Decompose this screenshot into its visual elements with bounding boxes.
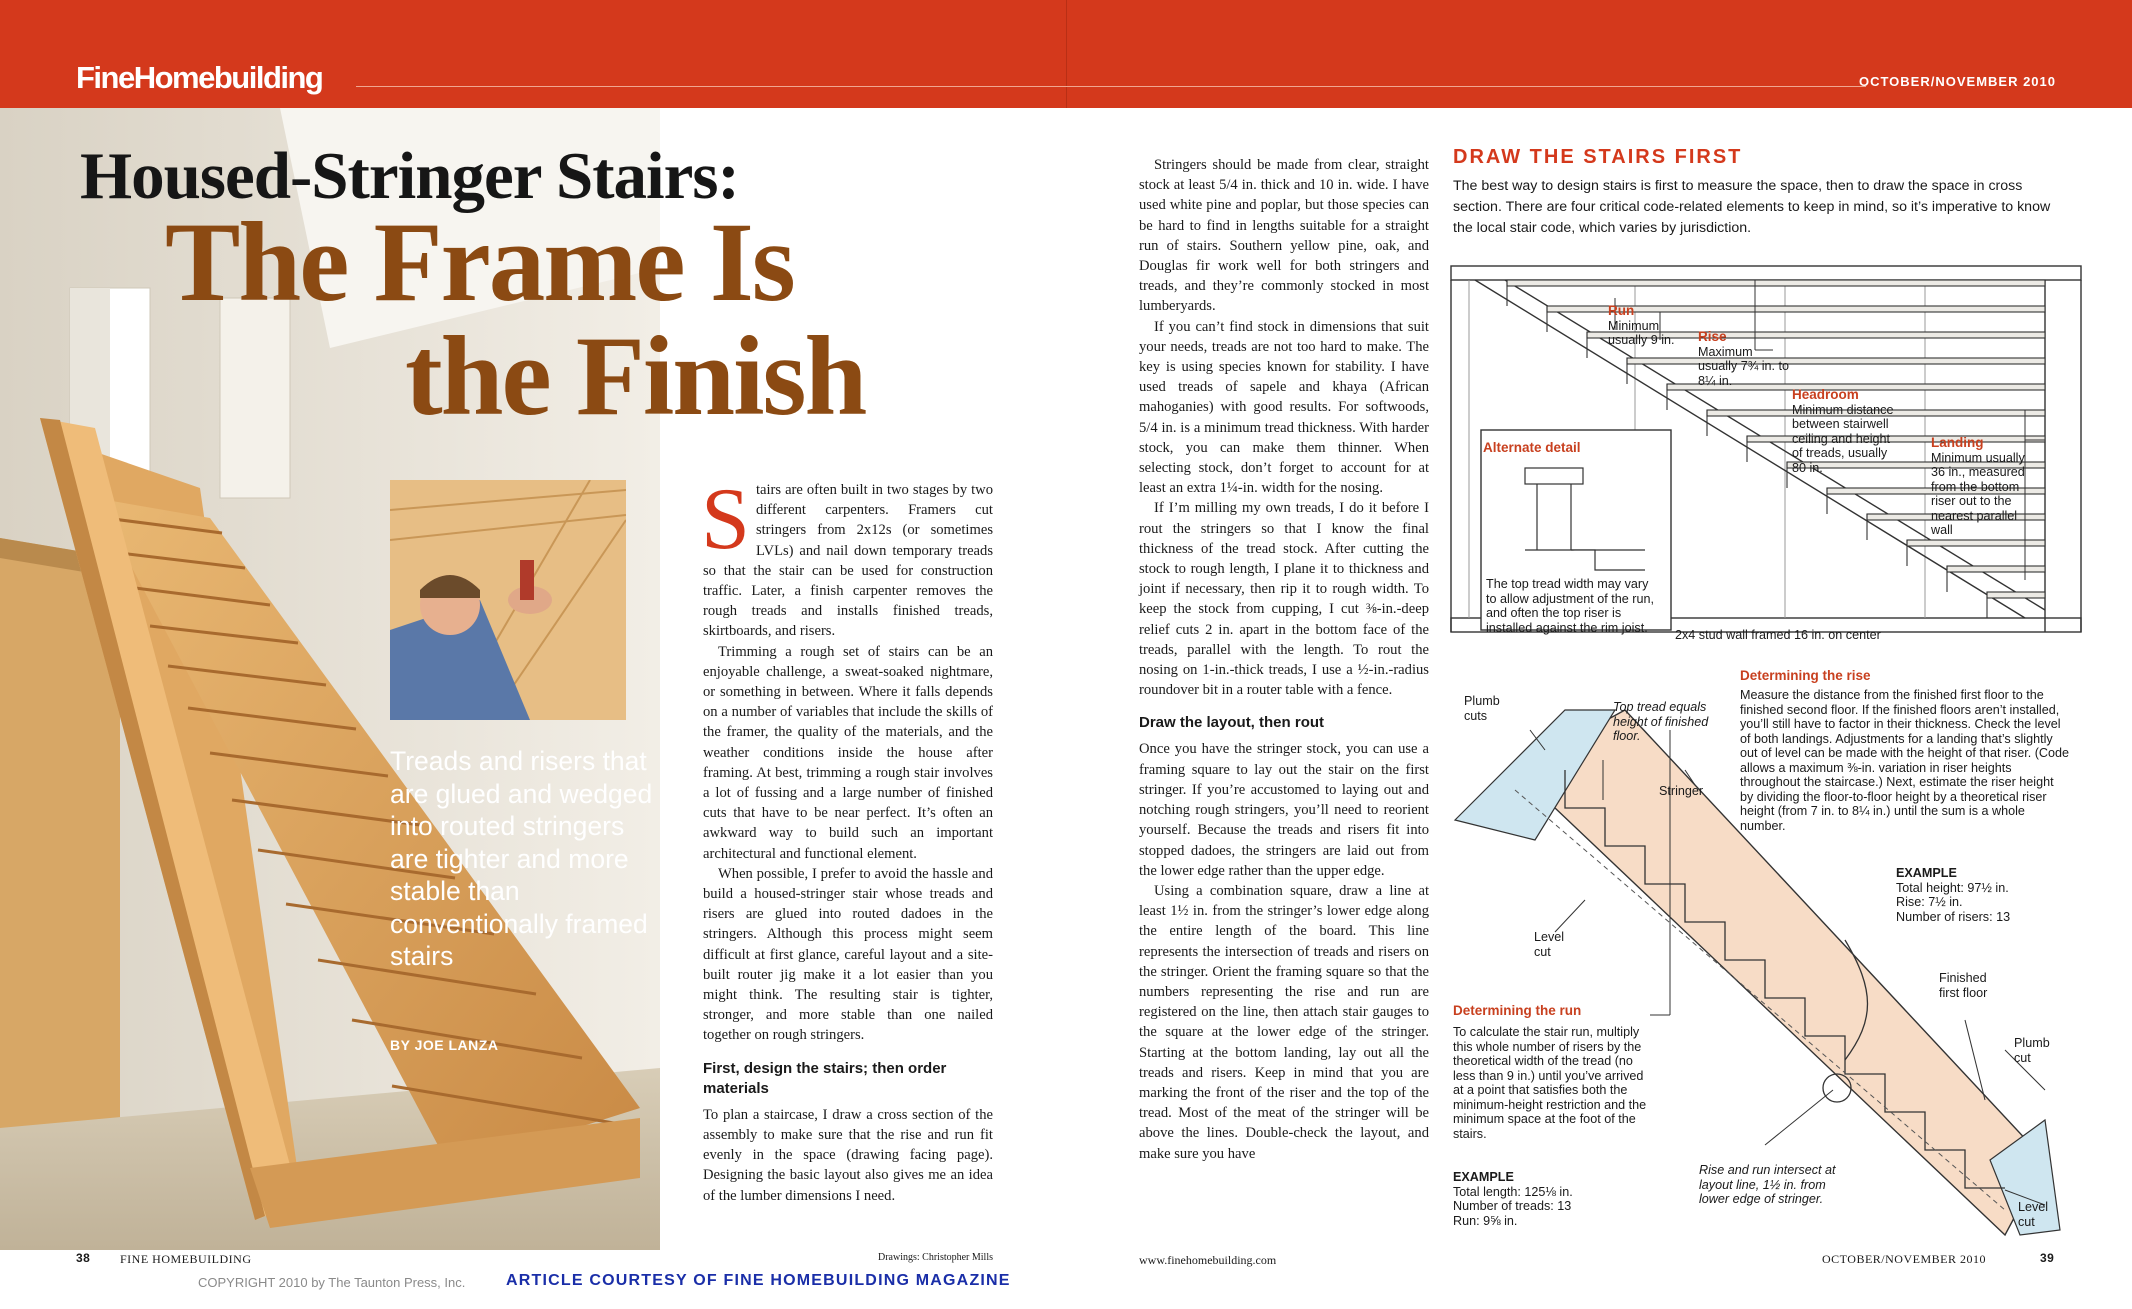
intersect-label: Rise and run intersect at layout line, 1½ in. from lower edge of stringer. — [1699, 1163, 1836, 1206]
diagram-title: DRAW THE STAIRS FIRST — [1453, 146, 1743, 168]
stud-wall-label: 2x4 stud wall framed 16 in. on center — [1675, 628, 1881, 642]
landing-label: Landing Minimum usually 36 in., measured from the bottom riser out to the nearest parallel wall — [1931, 435, 2025, 537]
paragraph: Stringers should be made from clear, straight stock at least 5/4 in. thick and 10 in. wide. I have used white pine and poplar, but those species can be hard to find in lengths suitable for a straight run of stairs. Southern yellow pine, oak, and Douglas fir work well for both stringers and treads, and they’re commonly stocked in most lumberyards. — [1139, 157, 1429, 315]
paragraph: Trimming a rough set of stairs can be an enjoyable challenge, a sweat-soaked nightmare, or something in between. Where it falls depends on a number of variables that include the skills of the framer, the quality of the materials, and the weather conditions inside the house after framing. At best, trimming a rough stair involves a lot of fussing and a large number of finished cuts that have to be near perfect. It’s often an awkward way to build such an important architectural and functional element. — [703, 643, 993, 862]
stair-tread — [1507, 280, 2045, 286]
page-number-right: 39 — [2040, 1251, 2055, 1265]
paragraph-text: tairs are often built in two stages by two different carpenters. Framers cut stringers from 2x12s (or sometimes LVLs) and nail down temporary treads so that the stair can be used for construction traffic. Later, a finish carpenter removes the rough treads and installs finished treads, skirtboards, and risers. — [703, 482, 993, 640]
subhead: First, design the stairs; then order materials — [703, 1059, 947, 1097]
level-cut-label: Level cut — [1534, 930, 1565, 959]
courtesy-notice: ARTICLE COURTESY OF FINE HOMEBUILDING MAGAZINE — [506, 1272, 1011, 1289]
run-example: EXAMPLE Total length: 125⅛ in. Number of treads: 13 Run: 9⅝ in. — [1453, 1170, 1573, 1228]
finished-floor-label: Finished first floor — [1939, 971, 1988, 1000]
paragraph: When possible, I prefer to avoid the hassle and build a housed-stringer stair whose treads and risers are glued into routed dadoes in the stringers. Although this process might seem difficult at first glance, careful layout and a site-built router jig make it a lot easier than you might think. The resulting stair is tighter, stronger, and more stable than one nailed together on rough stringers. — [703, 865, 993, 1044]
paragraph — [701, 471, 993, 642]
top-tread-label: Top tread equals height of finished floor. — [1613, 700, 1709, 743]
headroom-label: Headroom Minimum distance between stairwell ceiling and height of treads, usually 80 in. — [1792, 387, 1894, 475]
plumb-cuts-label: Plumb cuts — [1464, 694, 1500, 723]
magazine-name-footer: FINE HOMEBUILDING — [120, 1252, 252, 1266]
stair-tread — [1907, 540, 2045, 546]
stair-tread — [1947, 566, 2045, 572]
paragraph: If you can’t find stock in dimensions that suit your needs, treads are not too hard to make. The key is using species known for stability. I have used treads of sapele and khaya (African mahoganies) with good results. For softwoods, 5/4 in. is a minimum tread thickness. With harder stock, you can make them thinner. When selecting stock, don’t forget to account for at least an extra 1¼-in. width for the nosing. — [1139, 318, 1429, 497]
subhead: Draw the layout, then rout — [1139, 714, 1325, 732]
byline: BY JOE LANZA — [390, 1037, 499, 1053]
stair-tread — [1627, 358, 2045, 364]
drawings-credit: Drawings: Christopher Mills — [878, 1252, 993, 1263]
page-gutter — [1066, 0, 1067, 108]
website-footer: www.finehomebuilding.com — [1139, 1253, 1277, 1267]
diagram-intro: The best way to design stairs is first to measure the space, then to draw the space in cross section. There are four critical code-related elements to keep in mind, so it’s imperative to know the local stair code, which varies by jurisdiction. — [1453, 178, 2051, 236]
body-column-1 — [701, 471, 993, 1206]
title-line-1: Housed-Stringer Stairs: — [80, 139, 739, 213]
determining-rise-heading: Determining the rise — [1740, 668, 1871, 683]
run-label: Run Minimum usually 9 in. — [1608, 303, 1675, 347]
level-cut-label-2: Level cut — [2018, 1200, 2049, 1229]
stair-tread — [1987, 592, 2045, 598]
copyright-notice: COPYRIGHT 2010 by The Taunton Press, Inc. — [198, 1275, 466, 1290]
determining-rise-text: Measure the distance from the finished first floor to the finished second floor. If the finished floors aren’t installed, you’ll still have to factor in their thickness. Check the level of both landings. Adjustments for a landing that’s slightly out of level can be made with the height of that riser. (Code allows a maximum ⅜-in. variation in riser heights throughout the staircase.) Next, estimate the riser height by dividing the floor-to-floor height by a theoretical riser height (from 7 in. to 8¼ in.) until the sum is a whole number. — [1740, 688, 2070, 833]
issue-date-footer: OCTOBER/NOVEMBER 2010 — [1822, 1252, 1986, 1266]
issue-date-header: OCTOBER/NOVEMBER 2010 — [1858, 74, 2056, 89]
rise-label: Rise Maximum usually 7¾ in. to 8¼ in. — [1698, 329, 1790, 388]
paragraph: If I’m milling my own treads, I do it before I rout the stringers so that I know the final thickness of the tread stock. After cutting the stock to rough length, I plane it to thickness and joint if necessary, then rip it to rough width. To keep the stock from cupping, I cut ⅜-in.-deep relief cuts 2 in. apart in the bottom face of the treads, parallel with the length. To rout the nosing on 1-in.-thick treads, I use a ½-in.-radius roundover bit in a router table with a fence. — [1139, 500, 1429, 699]
body-column-2 — [1139, 155, 1429, 1164]
page-number-left: 38 — [76, 1251, 91, 1265]
stringer-label: Stringer — [1659, 784, 1704, 798]
article-deck: Treads and risers that are glued and wedged into routed stringers are tighter and more stable than conventionally framed stairs — [390, 746, 653, 971]
determining-run-text: To calculate the stair run, multiply this whole number of risers by the theoretical width of the tread (no less than 9 in.) until you’ve arrived at a point that satisfies both the minimum-height restriction and the minimum space at the foot of the stairs. — [1453, 1025, 1647, 1141]
carpenter-inset-photo — [390, 480, 626, 720]
determining-run-heading: Determining the run — [1453, 1003, 1582, 1018]
paragraph: Once you have the stringer stock, you can use a framing square to lay out the stair on the first stringer. If you’re accustomed to laying out and notching rough stringers, you’ll need to reorient yourself. Because the treads and risers fit into stopped dadoes, the stringers are laid out from the lower edge rather than the upper edge. — [1139, 741, 1429, 879]
alternate-detail-heading: Alternate detail — [1483, 440, 1581, 455]
plumb-cut-label: Plumb cut — [2014, 1036, 2050, 1065]
paragraph: To plan a staircase, I draw a cross section of the assembly to make sure that the rise and run fit evenly in the space (drawing facing page). Designing the basic layout also gives me an idea of the lumber dimensions I need. — [703, 1106, 993, 1204]
magazine-logo: FineHomebuilding — [76, 60, 323, 95]
drop-cap: S — [701, 471, 750, 568]
alternate-detail-text: The top tread width may vary to allow adjustment of the run, and often the top riser is installed against the rim joist. — [1486, 577, 1655, 635]
header-rule — [356, 86, 1866, 87]
title-line-3: the Finish — [405, 314, 866, 439]
title-line-2: The Frame Is — [165, 200, 794, 325]
paragraph: Using a combination square, draw a line at least 1½ in. from the stringer’s lower edge along the entire length of the board. This line represents the intersection of treads and risers on the stringer. Orient the framing square so that the numbers representing the rise and run are registered on the line, then attach stair gauges to the square at the lower edge of the stringer. Starting at the bottom landing, lay out all the treads and risers. Keep in mind that you are marking the front of the riser and the top of the tread. Most of the meat of the stringer will be above the lines. Double-check the layout, and make sure you have — [1139, 882, 1429, 1162]
rise-example: EXAMPLE Total height: 97½ in. Rise: 7½ in. Number of risers: 13 — [1896, 866, 2011, 924]
